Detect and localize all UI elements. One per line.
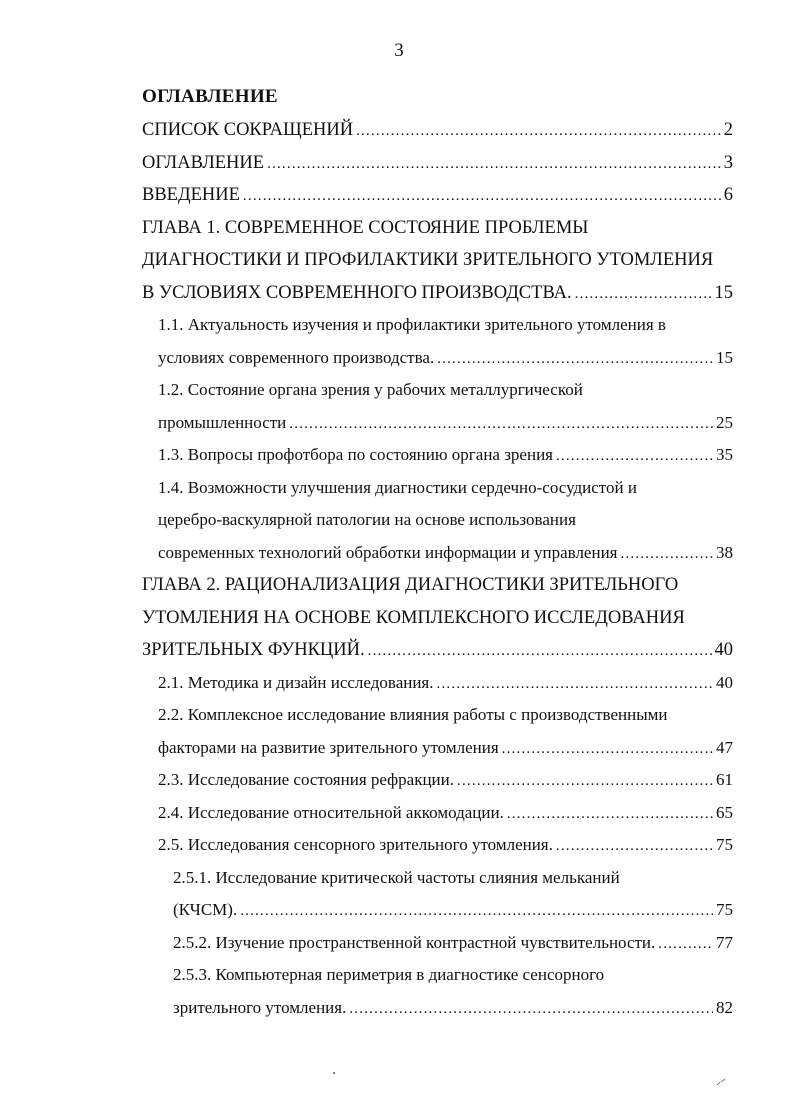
toc-entry[interactable] bbox=[0, 212, 798, 310]
toc-entry[interactable] bbox=[0, 439, 798, 472]
toc-entry[interactable] bbox=[0, 862, 798, 927]
dot-leader bbox=[556, 830, 713, 863]
toc-entry-text: 2.5.3. Компьютерная периметрия в диагностике сенсорного bbox=[173, 965, 605, 984]
toc-entry-text: 1.4. Возможности улучшения диагностики сердечно-сосудистой и bbox=[158, 477, 637, 497]
dot-leader bbox=[658, 928, 713, 961]
toc-entry-text: ГЛАВА 1. СОВРЕМЕННОЕ СОСТОЯНИЕ ПРОБЛЕМЫ bbox=[142, 217, 589, 238]
toc-page-number: 38 bbox=[716, 542, 733, 562]
scan-artifact-mark bbox=[716, 1078, 726, 1086]
toc-page-number: 2 bbox=[723, 120, 733, 140]
toc-entry-text: 1.1. Актуальность изучения и профилактики зрительного утомления в bbox=[158, 315, 666, 334]
dot-leader bbox=[621, 538, 714, 571]
toc-entry-text: УТОМЛЕНИЯ НА ОСНОВЕ КОМПЛЕКСНОГО ИССЛЕДОВАНИЯ bbox=[142, 607, 685, 628]
toc-entry-text: условиях современного производства. bbox=[158, 347, 435, 367]
toc-entry[interactable] bbox=[0, 309, 798, 374]
toc-page-number: 15 bbox=[716, 347, 733, 367]
dot-leader bbox=[368, 635, 712, 668]
toc-entry[interactable] bbox=[0, 472, 798, 570]
dot-leader bbox=[457, 765, 713, 798]
dot-leader bbox=[437, 668, 713, 701]
dot-leader bbox=[349, 993, 713, 1026]
toc-page-number: 6 bbox=[723, 185, 733, 205]
toc-entry-text: (КЧСМ). bbox=[173, 900, 238, 919]
toc-page-number: 40 bbox=[716, 672, 733, 692]
toc-entry-text: 2.4. Исследование относительной аккомодации. bbox=[158, 802, 504, 822]
toc-entry-text: зрительного утомления. bbox=[173, 997, 347, 1017]
page-number: 3 bbox=[394, 40, 404, 61]
dot-leader bbox=[556, 440, 713, 473]
dot-leader bbox=[502, 733, 713, 766]
dot-leader bbox=[356, 115, 721, 148]
toc-entry-text: 1.3. Вопросы профотбора по состоянию органа зрения bbox=[158, 445, 553, 464]
toc-entry-text: 2.5. Исследования сенсорного зрительного утомления. bbox=[158, 835, 553, 854]
toc-entry[interactable] bbox=[0, 114, 798, 147]
toc-page-number: 77 bbox=[716, 932, 733, 952]
toc-entry[interactable] bbox=[0, 667, 798, 700]
dot-leader bbox=[267, 148, 721, 181]
toc-entry-text: 2.1. Методика и дизайн исследования. bbox=[158, 672, 434, 692]
toc-entry-text: ОГЛАВЛЕНИЕ bbox=[142, 152, 265, 173]
scan-artifact-dot bbox=[333, 1072, 335, 1074]
toc-entry-text: факторами на развитие зрительного утомления bbox=[158, 737, 499, 757]
dot-leader bbox=[243, 180, 721, 213]
toc-page-number: 75 bbox=[716, 835, 733, 854]
dot-leader bbox=[437, 343, 713, 376]
toc-entry-text: 2.5.1. Исследование критической частоты слияния мельканий bbox=[173, 867, 620, 887]
toc-entry[interactable] bbox=[0, 829, 798, 862]
toc-entry-text: 2.3. Исследование состояния рефракции. bbox=[158, 770, 455, 789]
toc-page-number: 15 bbox=[714, 282, 733, 303]
dot-leader bbox=[289, 408, 713, 441]
toc-entry-text: 2.2. Комплексное исследование влияния работы с производственными bbox=[158, 705, 668, 724]
toc-entry-text: ГЛАВА 2. РАЦИОНАЛИЗАЦИЯ ДИАГНОСТИКИ ЗРИТЕЛЬНОГО bbox=[142, 575, 679, 595]
toc-entry-text: 2.5.2. Изучение пространственной контрастной чувствительности. bbox=[173, 932, 656, 952]
dot-leader bbox=[240, 895, 713, 928]
toc-entry[interactable] bbox=[0, 764, 798, 797]
toc-page-number: 61 bbox=[716, 770, 733, 789]
toc-entry-text: 1.2. Состояние органа зрения у рабочих металлургической bbox=[158, 380, 583, 399]
toc-entry-text: ВВЕДЕНИЕ bbox=[142, 185, 240, 205]
toc-page-number: 65 bbox=[716, 802, 733, 822]
toc-page-number: 35 bbox=[716, 445, 733, 464]
toc-entry-text: современных технологий обработки информации и управления bbox=[158, 542, 618, 562]
toc-entry-text: ЗРИТЕЛЬНЫХ ФУНКЦИЙ. bbox=[142, 640, 365, 660]
toc-entry[interactable] bbox=[0, 147, 798, 180]
page-title: ОГЛАВЛЕНИЕ bbox=[142, 86, 278, 107]
toc-entry-text: промышленности bbox=[158, 412, 287, 432]
toc-entry[interactable] bbox=[0, 959, 798, 1024]
dot-leader bbox=[575, 278, 712, 311]
toc-page-number: 40 bbox=[714, 640, 733, 660]
toc-entry[interactable] bbox=[0, 927, 798, 960]
toc-entry[interactable] bbox=[0, 179, 798, 212]
toc-entry-text: СПИСОК СОКРАЩЕНИЙ bbox=[142, 120, 354, 140]
toc-page-number: 25 bbox=[716, 412, 733, 432]
toc-page-number: 82 bbox=[716, 997, 733, 1017]
toc-entry-text: церебро-васкулярной патологии на основе использования bbox=[158, 510, 576, 529]
toc-page-number: 3 bbox=[723, 152, 733, 173]
toc-list bbox=[0, 114, 798, 1024]
toc-entry-text: ДИАГНОСТИКИ И ПРОФИЛАКТИКИ ЗРИТЕЛЬНОГО УТОМЛЕНИЯ bbox=[142, 250, 714, 270]
toc-entry-text: В УСЛОВИЯХ СОВРЕМЕННОГО ПРОИЗВОДСТВА. bbox=[142, 282, 572, 303]
toc-page-number: 47 bbox=[716, 737, 733, 757]
toc-page-number: 75 bbox=[716, 900, 733, 919]
toc-entry[interactable] bbox=[0, 569, 798, 667]
toc-entry[interactable] bbox=[0, 699, 798, 764]
dot-leader bbox=[507, 798, 713, 831]
toc-entry[interactable] bbox=[0, 797, 798, 830]
toc-entry[interactable] bbox=[0, 374, 798, 439]
